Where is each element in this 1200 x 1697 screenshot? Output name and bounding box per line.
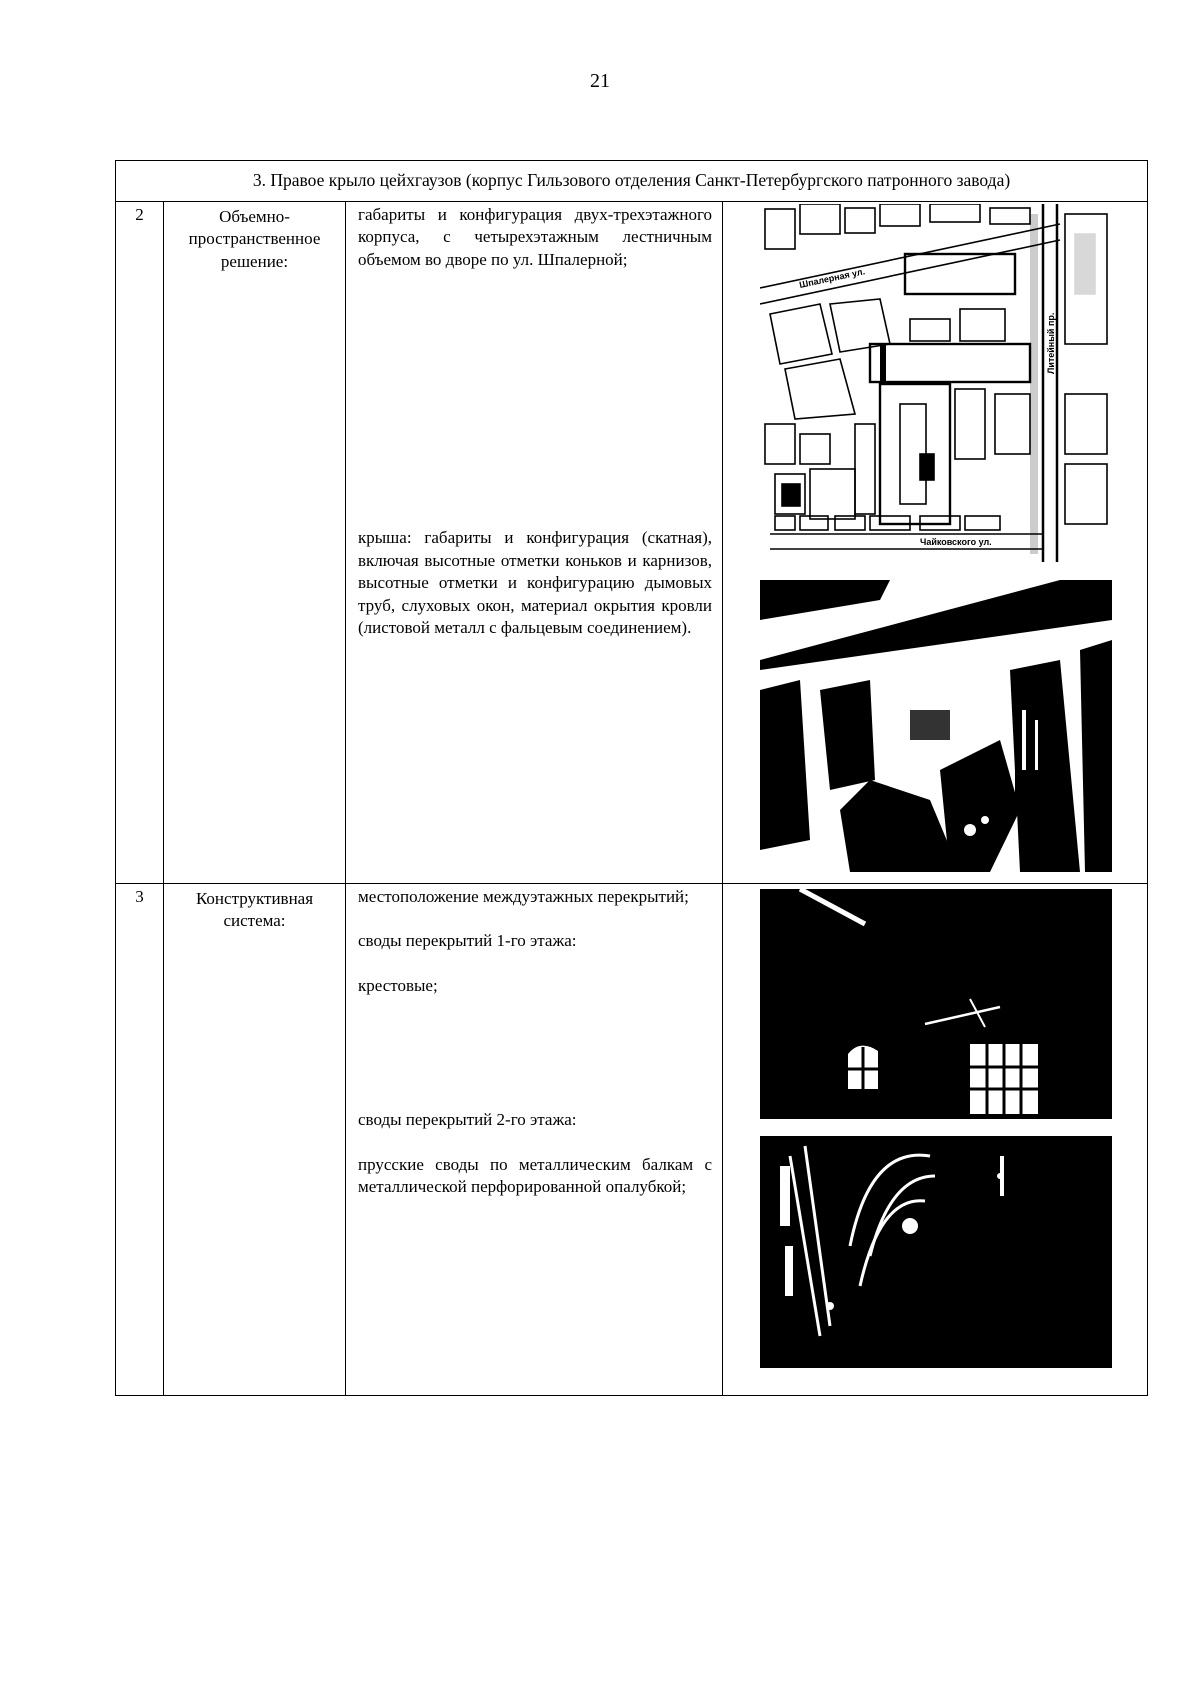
row-images [723, 884, 1148, 1396]
description-paragraph: прусские своды по металлическим балкам с металлической перфорированной опалубкой; [358, 1154, 712, 1197]
description-paragraph: габариты и конфигурация двух-трехэтажного корпуса, с четырехэтажным лестничным объемом во дворе по ул. Шпалерной; [358, 205, 712, 269]
first-floor-vaults-photo [760, 889, 1112, 1119]
map-street-label: Чайковского ул. [920, 537, 992, 547]
description-paragraph: своды перекрытий 1-го этажа: [358, 931, 577, 951]
table-row [116, 202, 1148, 884]
row-number: 2 [116, 202, 164, 884]
section-title: 3. Правое крыло цейхгаузов (корпус Гильзового отделения Санкт-Петербургского патронного завода) [116, 161, 1148, 202]
map-street-label: Шпалерная ул. [798, 266, 866, 290]
description-paragraph: крестовые; [358, 975, 438, 995]
second-floor-vaults-photo [760, 1136, 1112, 1368]
row-number: 3 [116, 884, 164, 1396]
map-street-label: Литейный пр. [1046, 312, 1056, 374]
row-label: Конструктивная система: [164, 884, 346, 1396]
row-images [723, 202, 1148, 884]
table-row [116, 884, 1148, 1396]
row-label: Объемно-пространственное решение: [164, 202, 346, 884]
section-title-row [116, 161, 1148, 202]
description-paragraph: местоположение междуэтажных перекрытий; [358, 887, 689, 906]
description-paragraph: своды перекрытий 2-го этажа: [358, 1110, 577, 1130]
description-paragraph: крыша: габариты и конфигурация (скатная), включая высотные отметки коньков и карнизов, высотные отметки и конфигурацию дымовых труб, слуховых окон, материал окрытия кровли (листовой металл с фальцевым соединением). [358, 528, 712, 638]
page-number: 21 [590, 70, 610, 92]
row-description [346, 884, 723, 1396]
heritage-table [115, 160, 1148, 1396]
roof-aerial-photo [760, 580, 1112, 872]
site-plan-map-image [760, 204, 1112, 562]
row-description [346, 202, 723, 884]
